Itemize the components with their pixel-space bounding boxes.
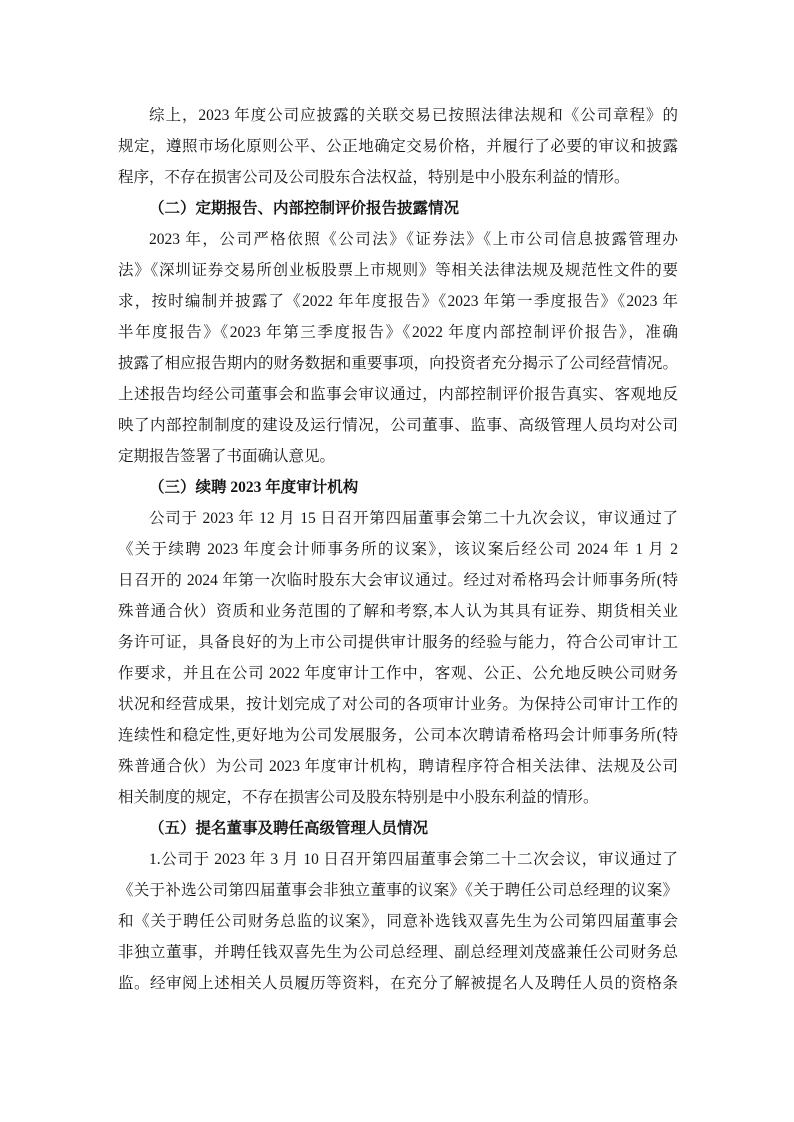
text-line: （五）提名董事及聘任高级管理人员情况 — [149, 820, 429, 837]
document-body — [118, 100, 678, 999]
text-line: 日召开的 2024 年第一次临时股东大会审议通过。经过对希格玛会计师事务所(特 — [118, 572, 678, 589]
text-line: 披露了相应报告期内的财务数据和重要事项，向投资者充分揭示了公司经营情况。 — [118, 355, 678, 372]
text-line: 殊普通合伙）为公司 2023 年度审计机构，聘请程序符合相关法律、法规及公司 — [118, 758, 678, 775]
text-line: 求，按时编制并披露了《2022 年年度报告》《2023 年第一季度报告》《2023 年 — [118, 293, 678, 310]
text-line: 规定，遵照市场化原则公平、公正地确定交易价格，并履行了必要的审议和披露 — [118, 138, 678, 155]
text-line: 和《关于聘任公司财务总监的议案》，同意补选钱双喜先生为公司第四届董事会 — [118, 913, 678, 930]
text-line: 殊普通合伙）资质和业务范围的了解和考察,本人认为其具有证券、期货相关业 — [118, 603, 678, 620]
text-line: 《关于补选公司第四届董事会非独立董事的议案》《关于聘任公司总经理的议案》 — [118, 882, 678, 899]
text-line: 监。经审阅上述相关人员履历等资料，在充分了解被提名人及聘任人员的资格条 — [118, 975, 678, 992]
text-line: 公司于 2023 年 12 月 15 日召开第四届董事会第二十九次会议，审议通过了 — [149, 510, 678, 527]
text-line: 上述报告均经公司董事会和监事会审议通过，内部控制评价报告真实、客观地反 — [118, 386, 678, 403]
text-line: （二）定期报告、内部控制评价报告披露情况 — [149, 200, 460, 217]
text-line: 非独立董事，并聘任钱双喜先生为公司总经理、副总经理刘茂盛兼任公司财务总 — [118, 944, 678, 961]
text-line: 法》《深圳证券交易所创业板股票上市规则》等相关法律法规及规范性文件的要 — [118, 262, 678, 279]
text-line: 《关于续聘 2023 年度会计师事务所的议案》，该议案后经公司 2024 年 1 月 2 — [118, 541, 678, 558]
text-line: （三）续聘 2023 年度审计机构 — [149, 479, 359, 496]
text-line: 1.公司于 2023 年 3 月 10 日召开第四届董事会第二十二次会议，审议通过了 — [149, 851, 678, 868]
text-line: 定期报告签署了书面确认意见。 — [118, 448, 336, 465]
text-line: 作要求，并且在公司 2022 年度审计工作中，客观、公正、公允地反映公司财务 — [118, 665, 678, 682]
text-line: 综上，2023 年度公司应披露的关联交易已按照法律法规和《公司章程》的 — [149, 107, 678, 124]
text-line: 半年度报告》《2023 年第三季度报告》《2022 年度内部控制评价报告》，准确 — [118, 324, 678, 341]
text-line: 相关制度的规定，不存在损害公司及股东特别是中小股东利益的情形。 — [118, 789, 599, 806]
text-line: 务许可证，具备良好的为上市公司提供审计服务的经验与能力，符合公司审计工 — [118, 634, 678, 651]
text-line: 映了内部控制制度的建设及运行情况，公司董事、监事、高级管理人员均对公司 — [118, 417, 678, 434]
text-line: 程序，不存在损害公司及公司股东合法权益，特别是中小股东利益的情形。 — [118, 169, 630, 186]
text-line: 状况和经营成果，按计划完成了对公司的各项审计业务。为保持公司审计工作的 — [118, 696, 678, 713]
text-line: 2023 年，公司严格依照《公司法》《证券法》《上市公司信息披露管理办 — [149, 231, 678, 248]
text-line: 连续性和稳定性,更好地为公司发展服务，公司本次聘请希格玛会计师事务所(特 — [118, 727, 678, 744]
